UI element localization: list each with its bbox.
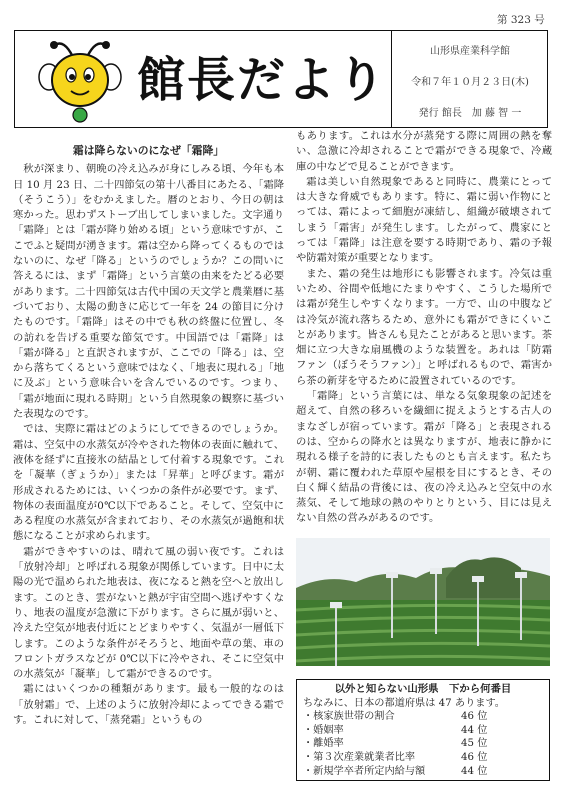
ranking-value: 44 位 xyxy=(461,765,488,777)
bee-mascot-icon xyxy=(37,35,123,125)
article-paragraph: 霜にはいくつかの種類があります。最も一般的なのは「放射霜」で、上述のように放射冷却によってできる霜です。これに対して、「蒸発霜」というもの xyxy=(13,683,284,726)
ranking-value: 45 位 xyxy=(461,738,488,750)
article-paragraph: また、霜の発生は地形にも影響されます。冷気は重いため、谷間や低地にたまりやすく、こうした場所では霜が発生しやすくなります。一方で、山の中腹などは冷気が流れ落ちるため、意外にも霜ができにくいことがあります。皆さんも見たことがあると思います。茶畑に立つ大きな扇風機のような装置を。あれは「防霜ファン（ぼうそうファン）」と呼ばれるもので、霜害から茶の新芽を守るために設置されているのです。 xyxy=(296,267,552,387)
ranking-value: 44 位 xyxy=(461,724,488,736)
article-paragraph: では、実際に霜はどのようにしてできるのでしょうか。霜は、空気中の水蒸気が冷やされた物体の表面に触れて、液体を経ずに直接氷の結晶として付着する現象です。これを「凝華（ぎょうか）」または「昇華」と呼びます。霜が形成されるためには、いくつかの条件が必要です。まず、物体の表面温度が0℃以下であること。そして、空気中にある程度の水蒸気が含まれており、その水蒸気が過飽和状態になることが求められます。 xyxy=(13,423,284,543)
ranking-label: ・核家族世帯の割合 xyxy=(303,711,395,723)
article-heading: 霜は降らないのになぜ「霜降」 xyxy=(72,144,225,157)
ranking-row xyxy=(303,765,543,779)
article-paragraph: 「霜降」という言葉には、単なる気象現象の記述を超えて、自然の移ろいを繊細に捉えようとする古人のまなざしが宿っています。霜が「降る」と表現されるのは、空からの降水とは異なりますが、地表に静かに現れる様子を詩的に表したものとも言えます。私たちが朝、霜に覆われた草原や屋根を目にするとき、その白く輝く結晶の背後には、夜の冷え込みと空気中の水蒸気、そして地球の熱のやりとりという、目には見えない自然の営みがあるのです。 xyxy=(296,390,552,525)
article-paragraph: もあります。これは水分が蒸発する際に周囲の熱を奪い、急激に冷却されることで霜ができる現象で、冷蔵庫の中などで見ることができます。 xyxy=(296,130,552,173)
ranking-intro: ちなみに、日本の都道府県は 47 あります。 xyxy=(303,697,505,709)
organization-name: 山形県産業科学館 xyxy=(430,46,510,57)
article-paragraph: 霜ができやすいのは、晴れて風の弱い夜です。これは「放射冷却」と呼ばれる現象が関係しています。日中に太陽の光で温められた地表は、夜になると熱を空へと放出します。このとき、雲がないと熱が宇宙空間へ逃げやすくなり、地表の温度が急激に下がります。さらに風が弱いと、冷えた空気が地表付近にとどまりやすく、気温が一層低下します。このような条件がそろうと、地面や草の葉、車のフロントガラスなどが 0℃以下に冷やされ、そこに空気中の水蒸気が「凝華」して霜ができるのです。 xyxy=(13,545,284,681)
ranking-row xyxy=(303,737,543,751)
ranking-value: 46 位 xyxy=(461,711,488,723)
ranking-value: 46 位 xyxy=(461,751,488,763)
article-right-column xyxy=(296,129,552,527)
ranking-row xyxy=(303,710,543,724)
tea-field-photo xyxy=(296,538,550,666)
header-info xyxy=(393,31,547,127)
article-left-column xyxy=(13,143,284,728)
header-divider xyxy=(391,31,392,127)
article-paragraph: 霜は美しい自然現象であると同時に、農業にとっては大きな脅威でもあります。特に、霜に弱い作物にとっては、霜によって細胞が凍結し、組織が破壊されてしまう「霜害」が発生します。したがって、農家にとっては「霜降」は注意を要する時期であり、霜の予報や防霜対策が重要となります。 xyxy=(296,175,552,265)
publisher-line: 発行 館長 加 藤 智 一 xyxy=(418,108,522,119)
ranking-row xyxy=(303,751,543,765)
ranking-row xyxy=(303,724,543,738)
ranking-label: ・新規学卒者所定内給与額 xyxy=(303,765,426,777)
ranking-box xyxy=(296,679,550,781)
ranking-label: ・離婚率 xyxy=(303,738,344,750)
ranking-label: ・第３次産業就業者比率 xyxy=(303,751,416,763)
article-paragraph: 秋が深まり、朝晩の冷え込みが身にしみる頃、今年も本日 10 月 23 日、二十四節気の第十八番目にあたる、「霜降（そうこう）」をむかえました。暦のとおり、今日の朝は寒かった。思わずストーブ出してしまいました。文字通り「霜降」とは「霜が降り始める頃」という意味ですが、ここでふと疑問が湧きます。霜は空から降ってくるものではないのに、なぜ「降る」というのでしょうか？この問いに答えるには、まず「霜降」という言葉の由来をたどる必要があります。二十四節気は古代中国の天文学と農業暦に基づいており、太陽の動きに応じて一年を 24 の節目に分けたものです。「霜降」はその中でも秋の終盤に位置し、冬の訪れを告げる重要な節気です。中国語では「霜降」は「霜が降る」と直訳されますが、ここでの「降る」は、空から落ちてくるという意味ではなく、「地表に現れる」「地に及ぶ」という意味合いを含んでいるのです。つまり、「霜が地面に現れる時期」という自然現象の観察に基づいた表現なのです。 xyxy=(13,163,284,421)
page-title: 館長だより xyxy=(137,52,388,108)
ranking-title: 以外と知らない山形県 下から何番目 xyxy=(334,683,512,695)
issue-number: 第 323 号 xyxy=(497,14,545,26)
masthead xyxy=(14,30,548,128)
ranking-label: ・婚姻率 xyxy=(303,724,344,736)
issue-date: 令和７年１０月２３日(木) xyxy=(411,77,529,88)
